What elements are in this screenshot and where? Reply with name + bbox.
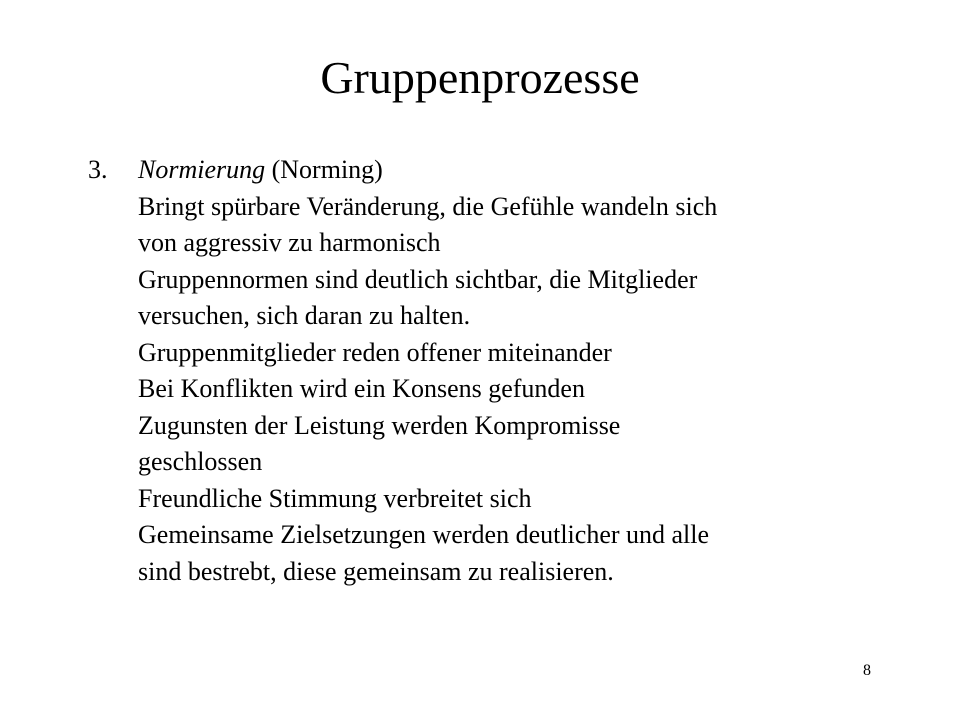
list-item-heading bbox=[138, 152, 888, 189]
body-line-10: Gemeinsame Zielsetzungen werden deutlicher und alle bbox=[138, 520, 710, 549]
body-line-3: Gruppennormen sind deutlich sichtbar, die Mitglieder bbox=[138, 264, 698, 294]
body-line-11: sind bestrebt, diese gemeinsam zu realisieren. bbox=[138, 556, 614, 586]
item-term-note: (Norming) bbox=[265, 155, 383, 184]
body-line-4: versuchen, sich daran zu halten. bbox=[138, 301, 471, 330]
body-line-7: Zugunsten der Leistung werden Kompromisse bbox=[138, 410, 621, 440]
body-line-2: von aggressiv zu harmonisch bbox=[138, 228, 441, 257]
slide-title: Gruppenprozesse bbox=[320, 52, 640, 103]
page-number: 8 bbox=[863, 662, 871, 679]
body-line-6: Bei Konflikten wird ein Konsens gefunden bbox=[138, 374, 585, 403]
body-line-1: Bringt spürbare Veränderung, die Gefühle wandeln sich bbox=[138, 191, 718, 221]
body-line-5: Gruppenmitglieder reden offener miteinander bbox=[138, 337, 612, 367]
list-item-number: 3. bbox=[88, 155, 108, 184]
body-line-9: Freundliche Stimmung verbreitet sich bbox=[138, 483, 532, 513]
body-line-8: geschlossen bbox=[138, 447, 263, 476]
list-item-body bbox=[138, 152, 888, 590]
item-term: Normierung bbox=[138, 155, 266, 184]
